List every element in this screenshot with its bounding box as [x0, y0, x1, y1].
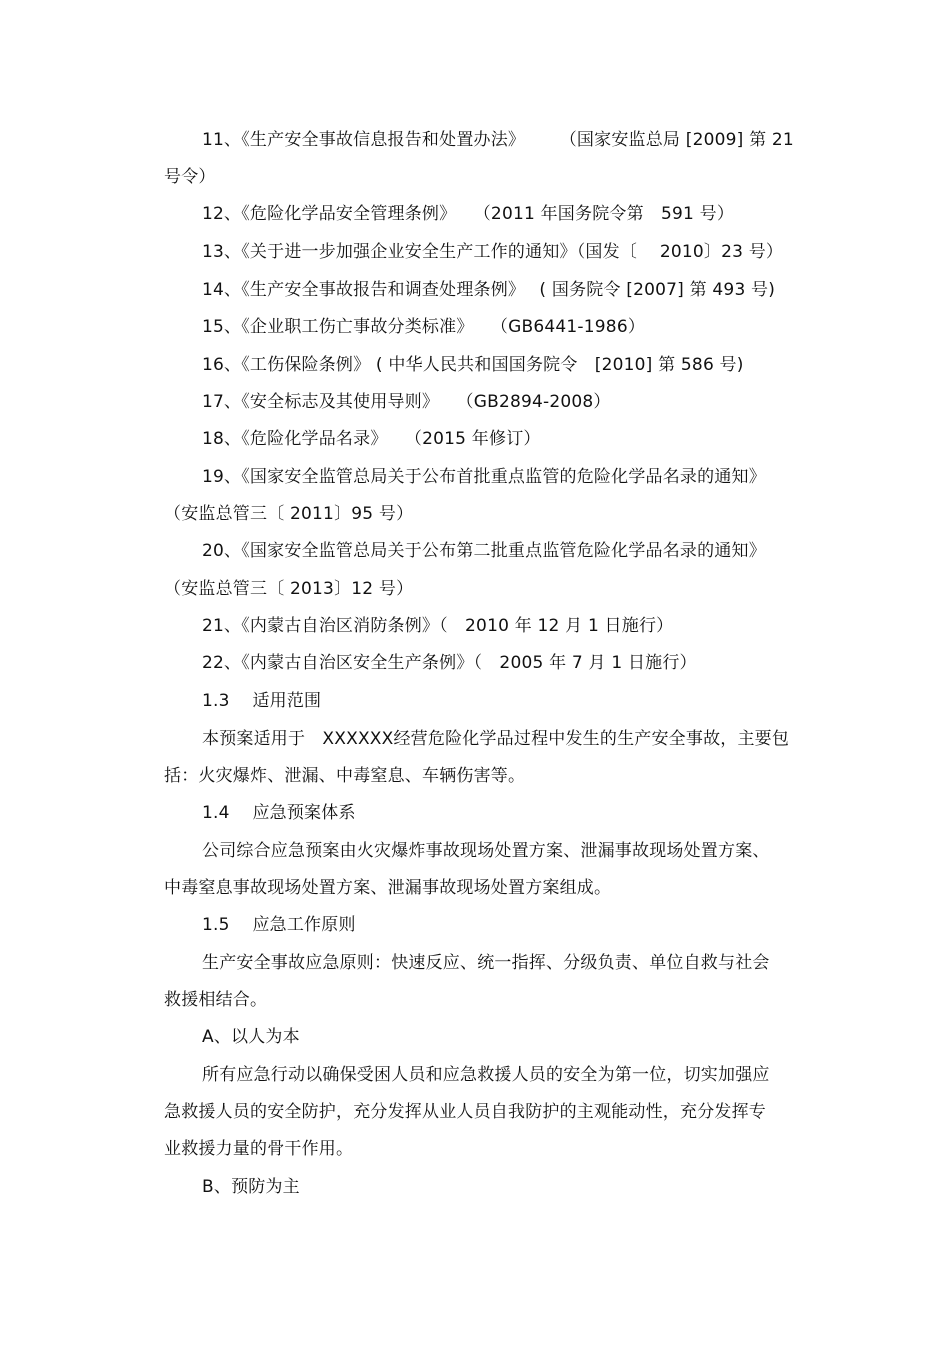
section-heading-1-4: 1.4 应急预案体系 [202, 803, 356, 823]
scope-paragraph-line-2: 括：火灾爆炸、泄漏、中毒窒息、车辆伤害等。 [164, 766, 526, 786]
section-heading-1-5: 1.5 应急工作原则 [202, 915, 356, 935]
people-first-paragraph-line-2: 急救援人员的安全防护，充分发挥从业人员自我防护的主观能动性，充分发挥专 [164, 1102, 766, 1122]
scope-paragraph-line-1: 本预案适用于 XXXXXX经营危险化学品过程中发生的生产安全事故，主要包 [202, 729, 790, 749]
reference-item-11: 11、《生产安全事故信息报告和处置办法》 （国家安监总局 [2009] 第 21 [202, 130, 794, 150]
reference-item-17: 17、《安全标志及其使用导则》 （GB2894-2008） [202, 392, 611, 412]
reference-item-21: 21、《内蒙古自治区消防条例》（ 2010 年 12 月 1 日施行） [202, 616, 674, 636]
subheading-a: A、以人为本 [202, 1027, 300, 1047]
reference-item-20: 20、《国家安全监管总局关于公布第二批重点监管危险化学品名录的通知》 [202, 541, 766, 561]
people-first-paragraph-line-1: 所有应急行动以确保受困人员和应急救援人员的安全为第一位，切实加强应 [202, 1065, 770, 1085]
reference-item-15: 15、《企业职工伤亡事故分类标准》 （GB6441-1986） [202, 317, 646, 337]
system-paragraph-line-2: 中毒窒息事故现场处置方案、泄漏事故现场处置方案组成。 [164, 878, 612, 898]
section-heading-1-3: 1.3 适用范围 [202, 691, 322, 711]
reference-item-20-cont: （安监总管三〔 2013〕12 号） [164, 579, 414, 599]
reference-item-14: 14、《生产安全事故报告和调查处理条例》 ( 国务院令 [2007] 第 493 号) [202, 280, 776, 300]
reference-item-19-cont: （安监总管三〔 2011〕95 号） [164, 504, 414, 524]
subheading-b: B、预防为主 [202, 1177, 300, 1197]
reference-item-18: 18、《危险化学品名录》 （2015 年修订） [202, 429, 541, 449]
principle-paragraph-line-1: 生产安全事故应急原则：快速反应、统一指挥、分级负责、单位自救与社会 [202, 953, 770, 973]
reference-item-19: 19、《国家安全监管总局关于公布首批重点监管的危险化学品名录的通知》 [202, 467, 766, 487]
system-paragraph-line-1: 公司综合应急预案由火灾爆炸事故现场处置方案、泄漏事故现场处置方案、 [202, 841, 770, 861]
principle-paragraph-line-2: 救援相结合。 [164, 990, 268, 1010]
reference-item-22: 22、《内蒙古自治区安全生产条例》（ 2005 年 7 月 1 日施行） [202, 653, 697, 673]
reference-item-12: 12、《危险化学品安全管理条例》 （2011 年国务院令第 591 号） [202, 204, 735, 224]
reference-item-13: 13、《关于进一步加强企业安全生产工作的通知》（国发〔 2010〕23 号） [202, 242, 784, 262]
reference-item-11-cont: 号令） [164, 167, 216, 187]
people-first-paragraph-line-3: 业救援力量的骨干作用。 [164, 1139, 354, 1159]
reference-item-16: 16、《工伤保险条例》 ( 中华人民共和国国务院令 [2010] 第 586 号) [202, 355, 744, 375]
